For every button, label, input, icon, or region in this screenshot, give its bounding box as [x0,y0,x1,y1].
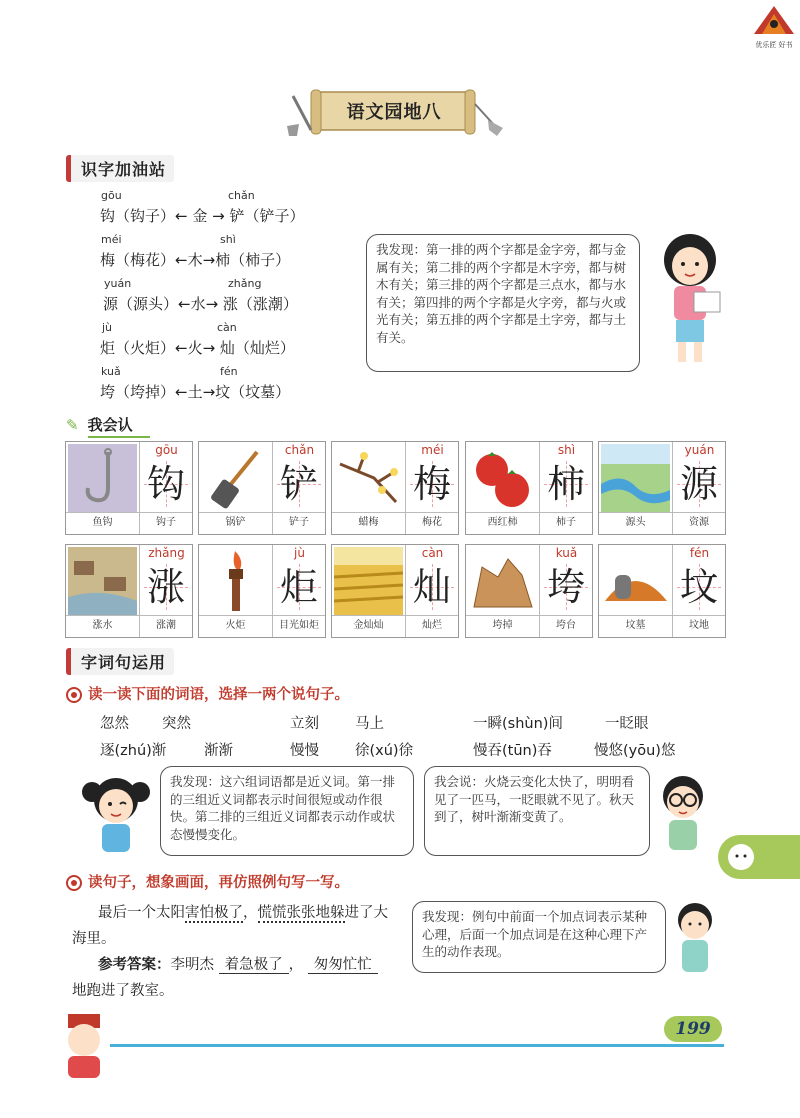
river-icon [601,444,670,512]
word-8: 渐渐 [204,743,233,759]
pinyin-1a: gōu [101,189,122,202]
literacy-row-3: 源（源头）←水→ 涨（涨潮） [103,295,298,313]
wintersweet-image [334,444,403,512]
example-post: 进了大海里。 [72,905,388,947]
river-source-image [601,444,670,512]
answer-comma: ， [288,957,304,973]
example-sentence [72,900,392,952]
literacy-row-2: 梅（梅花）←木→柿（柿子） [100,251,291,269]
pencil-icon: ✎ [66,416,79,434]
section-title-literacy [66,155,174,182]
card-charbox [144,564,188,610]
card-pinyin: jù [294,546,305,560]
word-10: 徐(xú)徐 [355,743,414,759]
char-card-zhang [65,544,193,638]
card-word: 铲子 [289,517,309,528]
card-pinyin: kuǎ [555,546,578,560]
card-image-caption: 坟墓 [625,620,646,631]
pinyin-3a: yuán [104,277,132,290]
card-image-caption: 源头 [625,517,646,528]
example-pre: 最后一个太阳 [98,905,185,921]
literacy-row-4: 炬（火炬）←火→ 灿（灿烂） [100,339,295,357]
flood-icon [68,547,137,615]
card-image-caption: 鱼钩 [92,517,113,528]
char-card-yuan [598,441,726,535]
card-image-caption: 火炬 [225,620,246,631]
card-charbox [410,461,454,507]
card-image-caption: 涨水 [92,620,113,631]
char-card-fen [598,544,726,638]
fishhook-image [68,444,137,512]
card-pinyin: chǎn [284,443,315,457]
answer-blank-1: 着急极了 [219,957,289,974]
card-pinyin: càn [421,546,444,560]
answer-post: 地跑进了教室。 [72,983,174,999]
card-word: 资源 [689,517,709,528]
section-title-text: 字词句运用 [81,653,167,672]
mountain-logo-icon [752,4,796,36]
card-character: 铲 [279,462,318,506]
answer-blank-2: 匆匆忙忙 [308,957,378,974]
example-emph-1: 害怕极了 [185,905,243,921]
section-underline [88,436,150,438]
card-image-caption: 蜡梅 [358,517,379,528]
side-tab [718,835,800,879]
card-pinyin: méi [421,443,444,457]
card-character: 柿 [546,462,585,506]
card-charbox [544,564,588,610]
flood-image [68,547,137,615]
question-2-text: 读句子，想象画面，再仿照例句写一写。 [88,875,349,891]
discovery-bubble-3: 我发现：例句中前面一个加点词表示某种心理，后面一个加点词是在这种心理下产生的动作表现。 [412,901,666,973]
wheat-field-icon [334,547,403,615]
card-charbox [277,461,321,507]
card-word: 垮台 [556,620,576,631]
collapse-image [468,547,537,615]
girl-reading-icon [650,230,730,370]
section-title-usage [66,648,174,675]
card-character: 源 [679,462,718,506]
card-word: 涨潮 [156,620,176,631]
spatula-image [201,444,270,512]
word-11: 慢吞(tūn)吞 [473,743,552,759]
word-3: 立刻 [290,716,319,732]
card-pinyin: shì [557,443,576,457]
example-mid: ， [243,905,258,921]
speaking-bubble: 我会说：火烧云变化太快了，明明看见了一匹马，一眨眼就不见了。秋天到了，树叶渐渐变黄了。 [424,766,650,856]
card-character: 坟 [679,565,718,609]
section-title-text: 识字加油站 [81,160,167,179]
char-card-ju [198,544,326,638]
char-card-chan [198,441,326,535]
card-word: 梅花 [422,517,442,528]
word-1: 忽然 [100,716,129,732]
pinyin-2b: shì [220,233,236,246]
card-pinyin: yuán [684,443,715,457]
wintersweet-icon [334,444,403,512]
question-1 [66,683,349,704]
boy-icon [672,898,718,978]
card-character: 垮 [546,565,585,609]
char-card-shi [465,441,593,535]
word-4: 马上 [355,716,384,732]
page-number-badge [664,1016,722,1042]
char-card-can [331,544,459,638]
question-icon [66,687,82,703]
word-5: 一瞬(shùn)间 [473,716,563,732]
card-charbox [544,461,588,507]
card-character: 梅 [412,462,451,506]
section-title-text: 我会认 [87,416,133,434]
card-character: 涨 [146,565,185,609]
char-card-mei [331,441,459,535]
sheep-face-icon [726,842,756,872]
section-title-recognize [66,414,133,435]
fishhook-icon [68,444,137,512]
literacy-row-1: 钩（钩子）← 金 → 铲（铲子） [100,207,305,225]
pinyin-1b: chǎn [228,189,255,202]
char-card-kua [465,544,593,638]
question-1-text: 读一读下面的词语，选择一两个说句子。 [88,687,349,703]
word-7: 逐(zhú)渐 [100,743,167,759]
char-card-gou [65,441,193,535]
tomb-icon [601,547,670,615]
collapsed-wall-icon [468,547,537,615]
example-emph-2: 慌慌张张地躲 [257,905,345,921]
footer-line [110,1044,724,1047]
tomato-image [468,444,537,512]
card-word: 钩子 [156,517,176,528]
card-charbox [677,461,721,507]
header-banner [283,86,513,142]
card-image-caption: 金灿灿 [353,620,384,631]
boy-illustration [672,898,718,978]
answer-label: 参考答案： [98,957,171,973]
card-image-caption: 锅铲 [225,517,246,528]
discovery-bubble-2: 我发现：这六组词语都是近义词。第一排的三组近义词都表示时间很短或动作很快。第二排的三组近义词都表示动作或状态慢慢变化。 [160,766,414,856]
torch-icon [201,547,270,615]
card-character: 炬 [279,565,318,609]
pinyin-5b: fén [220,365,238,378]
spatula-icon [201,444,270,512]
torch-image [201,547,270,615]
brand-logo [752,4,796,48]
answer-name: 李明杰 [170,957,214,973]
pinyin-2a: méi [101,233,122,246]
card-word: 灿烂 [422,620,442,631]
pinyin-5a: kuǎ [101,365,121,378]
glasses-boy-illustration [655,770,711,856]
brand-label: 优乐匠 好书 [755,41,793,49]
card-character: 钩 [146,462,185,506]
card-pinyin: zhǎng [148,546,185,560]
card-pinyin: gōu [155,443,178,457]
glasses-boy-icon [655,770,711,856]
card-charbox [677,564,721,610]
girl-illustration [650,230,730,370]
card-word: 目光如炬 [279,620,319,631]
pinyin-4a: jù [102,321,113,334]
pigtail-girl-icon [80,770,152,856]
card-image-caption: 垮掉 [492,620,513,631]
reference-answer [72,952,392,1004]
card-pinyin: fén [689,546,710,560]
word-6: 一眨眼 [605,716,649,732]
word-2: 突然 [162,716,191,732]
card-charbox [144,461,188,507]
tomb-image [601,547,670,615]
word-12: 慢悠(yōu)悠 [594,743,676,759]
card-charbox [277,564,321,610]
pigtail-girl-illustration [80,770,152,856]
tomato-icon [468,444,537,512]
literacy-row-5: 垮（垮掉）←土→坟（坟墓） [100,383,291,401]
discovery-bubble-1: 我发现：第一排的两个字都是金字旁，都与金属有关；第二排的两个字都是木字旁，都与树木有关；第三排的两个字都是三点水，都与水有关；第四排的两个字都是火字旁，都与火或光有关；第五排的两个字都是土字旁，都与土有关。 [366,234,640,372]
card-charbox [410,564,454,610]
card-character: 灿 [412,565,451,609]
word-9: 慢慢 [290,743,319,759]
page-title: 语文园地八 [346,102,442,123]
card-word: 坟地 [689,620,709,631]
golden-field-image [334,547,403,615]
card-word: 柿子 [556,517,576,528]
question-icon [66,875,82,891]
question-2 [66,871,349,892]
pinyin-4b: càn [217,321,237,334]
card-image-caption: 西红柿 [487,517,518,528]
page-number: 199 [675,1019,711,1039]
pinyin-3b: zhǎng [228,277,262,290]
